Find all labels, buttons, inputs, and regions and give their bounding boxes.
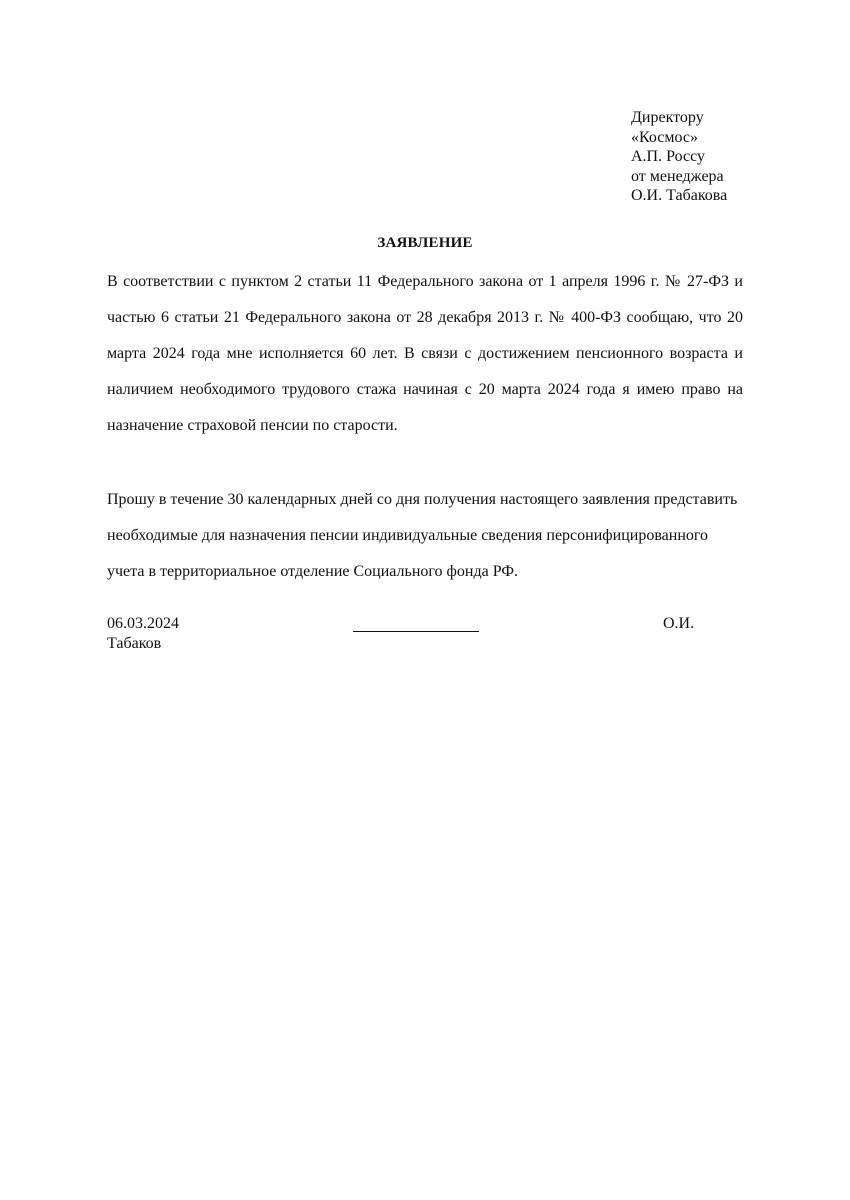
signature-date: 06.03.2024 [107, 615, 179, 632]
addressee-line-director-name: А.П. Россу [631, 148, 705, 165]
paragraph-notification: В соответствии с пунктом 2 статьи 11 Федерального закона от 1 апреля 1996 г. № 27-ФЗ и частью 6 статьи 21 Федерального закона от 28 декабря 2013 г. № 400-ФЗ сообщаю, что 20 марта 2024 года мне исполняется 60 лет. В связи с достижением пенсионного возраста и наличием необходимого трудового стажа начиная с 20 марта 2024 года я имею право на назначение страховой пенсии по старости. [107, 273, 743, 434]
document-title: ЗАЯВЛЕНИЕ [377, 235, 473, 251]
paragraph-request: Прошу в течение 30 календарных дней со дня получения настоящего заявления представить необходимые для назначения пенсии индивидуальные сведения персонифицированного учета в территориальное отделение Социального фонда РФ. [107, 491, 738, 580]
signature-line [353, 631, 479, 632]
addressee-line-position: Директору [631, 109, 704, 126]
signature-initials: О.И. [663, 615, 695, 632]
addressee-line-sender-name: О.И. Табакова [631, 187, 728, 204]
signature-surname: Табаков [107, 635, 162, 652]
addressee-line-company: «Космос» [631, 128, 698, 146]
addressee-line-from: от менеджера [631, 167, 724, 185]
addressee-block [631, 108, 727, 206]
